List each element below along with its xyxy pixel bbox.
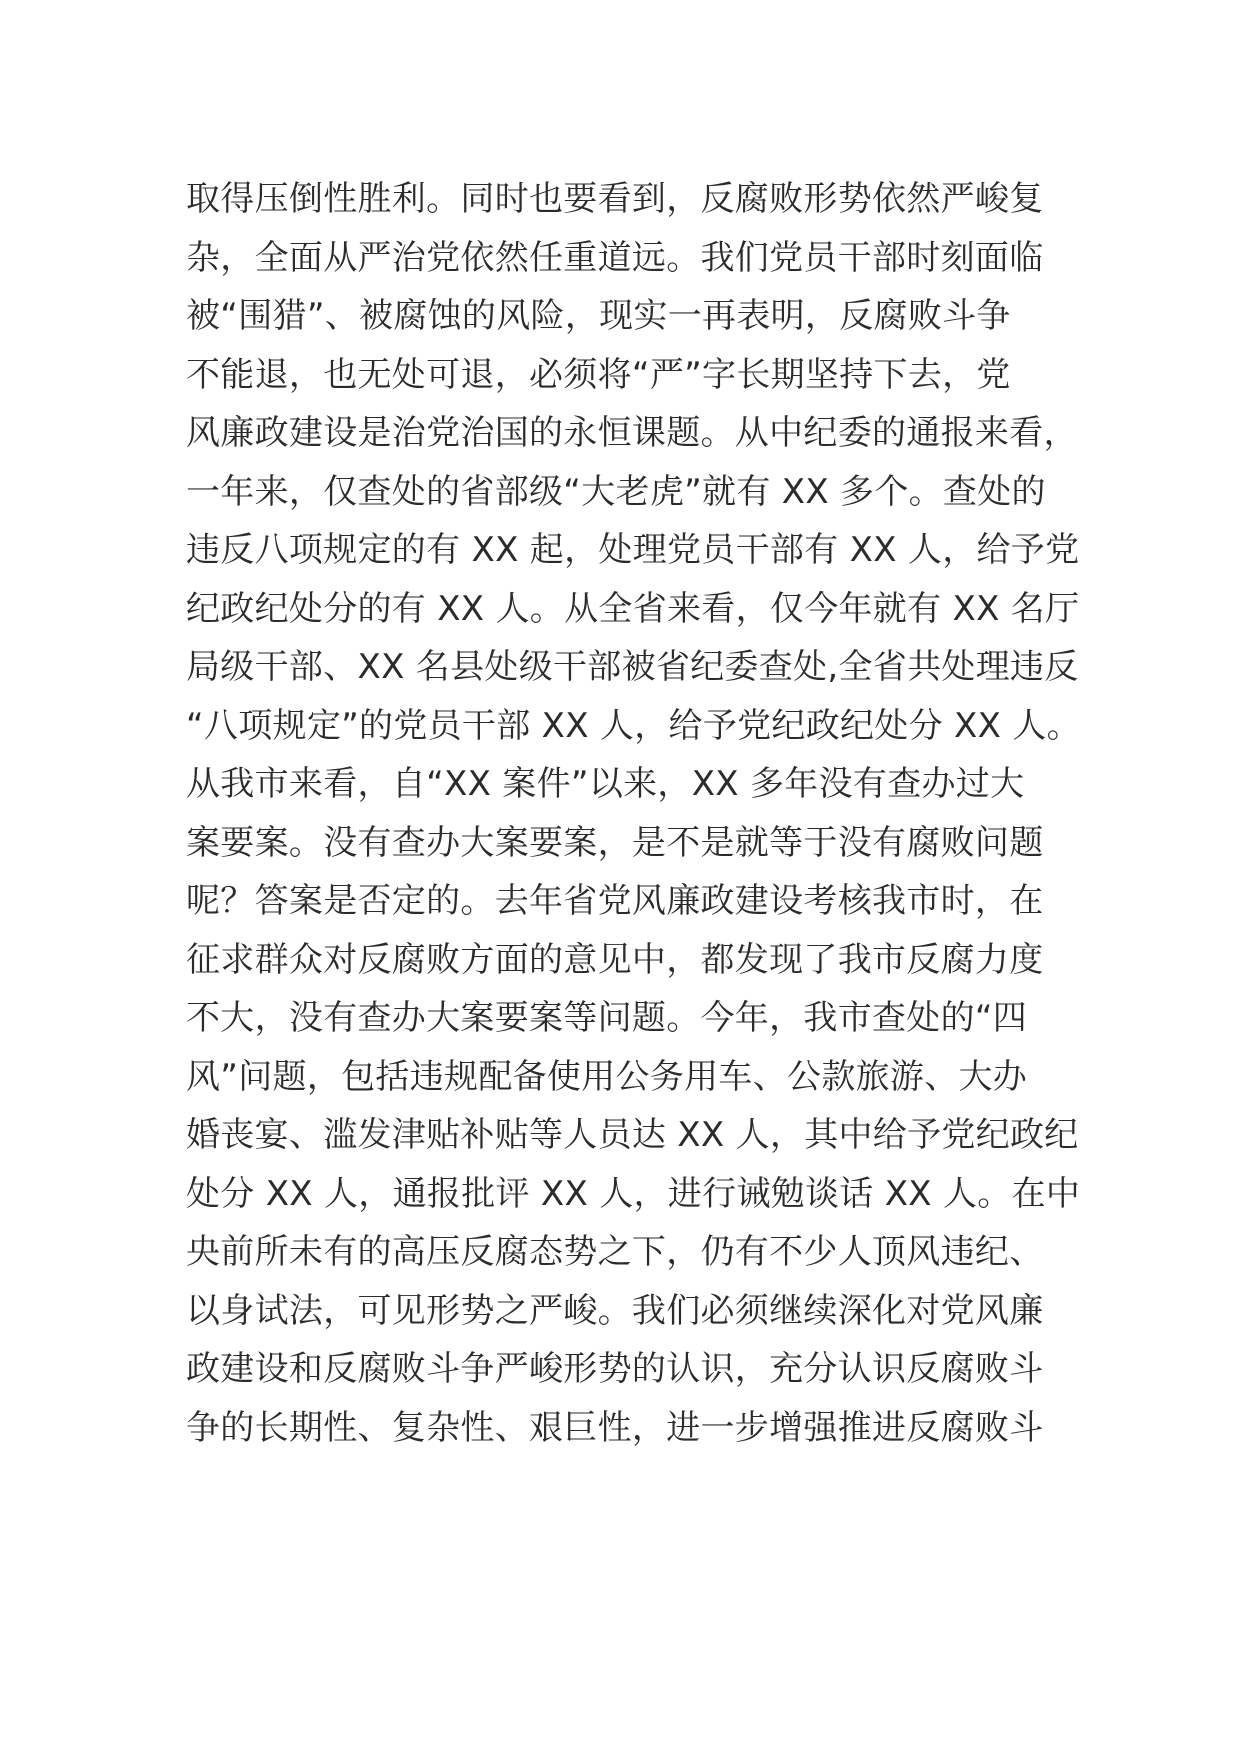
text-line-11: 从我市来看，自“XX 案件”以来，XX 多年没有查办过大 bbox=[186, 764, 1025, 804]
text-line-9: 局级干部、XX 名县处级干部被省纪委查处,全省共处理违反 bbox=[186, 647, 1079, 687]
text-line-10: “八项规定”的党员干部 XX 人，给予党纪政纪处分 XX 人。 bbox=[186, 705, 1081, 746]
text-line-22: 争的长期性、复杂性、艰巨性，进一步增强推进反腐败斗 bbox=[186, 1407, 1044, 1448]
text-line-16: 风”问题，包括违规配备使用公务用车、公款旅游、大办 bbox=[186, 1056, 1028, 1097]
text-line-14: 征求群众对反腐败方面的意见中，都发现了我市反腐力度 bbox=[186, 939, 1044, 980]
text-line-2: 杂，全面从严治党依然任重道远。我们党员干部时刻面临 bbox=[186, 237, 1044, 278]
text-line-3: 被“围猎”、被腐蚀的风险，现实一再表明，反腐败斗争 bbox=[186, 296, 1011, 336]
text-line-19: 央前所未有的高压反腐态势之下，仍有不少人顶风违纪、 bbox=[186, 1232, 1044, 1272]
text-line-17: 婚丧宴、滥发津贴补贴等人员达 XX 人，其中给予党纪政纪 bbox=[186, 1115, 1079, 1155]
body-paragraph bbox=[186, 170, 1081, 1457]
text-line-15: 不大，没有查办大案要案等问题。今年，我市查处的“四 bbox=[186, 998, 1028, 1038]
text-line-6: 一年来，仅查处的省部级“大老虎”就有 XX 多个。查处的 bbox=[186, 471, 1046, 512]
text-line-7: 违反八项规定的有 XX 起，处理党员干部有 XX 人，给予党 bbox=[186, 530, 1080, 570]
text-line-13: 呢？答案是否定的。去年省党风廉政建设考核我市时，在 bbox=[186, 881, 1044, 921]
text-line-5: 风廉政建设是治党治国的永恒课题。从中纪委的通报来看， bbox=[186, 413, 1078, 453]
text-line-12: 案要案。没有查办大案要案，是不是就等于没有腐败问题 bbox=[186, 822, 1044, 863]
text-line-21: 政建设和反腐败斗争严峻形势的认识，充分认识反腐败斗 bbox=[186, 1349, 1044, 1389]
text-line-18: 处分 XX 人，通报批评 XX 人，进行诫勉谈话 XX 人。在中 bbox=[186, 1173, 1081, 1214]
text-line-4: 不能退，也无处可退，必须将“严”字长期坚持下去，党 bbox=[186, 354, 1011, 395]
text-line-20: 以身试法，可见形势之严峻。我们必须继续深化对党风廉 bbox=[186, 1290, 1044, 1331]
text-line-8: 纪政纪处分的有 XX 人。从全省来看，仅今年就有 XX 名厅 bbox=[186, 588, 1080, 629]
text-line-1: 取得压倒性胜利。同时也要看到，反腐败形势依然严峻复 bbox=[186, 179, 1044, 219]
